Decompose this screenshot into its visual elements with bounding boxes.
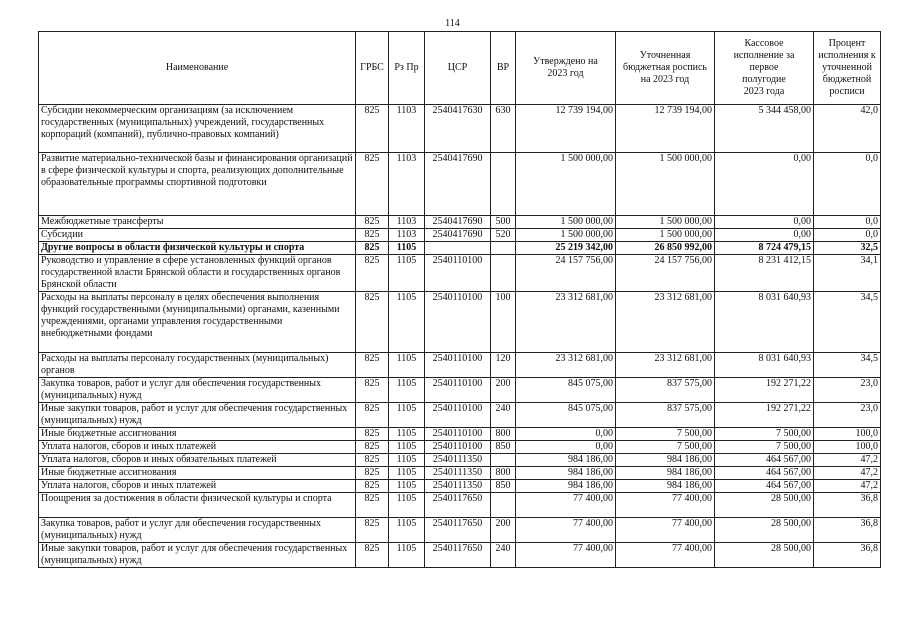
- cell-name: Субсидии: [39, 229, 356, 242]
- cell-approved: 845 075,00: [516, 378, 616, 403]
- cell-percent: 47,2: [814, 467, 881, 480]
- cell-grbs: 825: [356, 216, 389, 229]
- cell-name: Расходы на выплаты персоналу государственных (муниципальных) органов: [39, 353, 356, 378]
- cell-csr: 2540111350: [425, 467, 491, 480]
- table-row: [39, 454, 881, 467]
- header-row: [39, 32, 881, 105]
- table-row: [39, 378, 881, 403]
- table-row: [39, 467, 881, 480]
- cell-csr: 2540110100: [425, 255, 491, 292]
- cell-rzpr: 1105: [389, 242, 425, 255]
- cell-cash: 464 567,00: [715, 480, 814, 493]
- cell-grbs: 825: [356, 229, 389, 242]
- cell-name: Межбюджетные трансферты: [39, 216, 356, 229]
- cell-name: Другие вопросы в области физической культуры и спорта: [39, 242, 356, 255]
- cell-refined: 77 400,00: [616, 543, 715, 568]
- header-name: Наименование: [39, 32, 356, 105]
- cell-grbs: 825: [356, 493, 389, 518]
- cell-grbs: 825: [356, 292, 389, 353]
- cell-refined: 77 400,00: [616, 493, 715, 518]
- cell-rzpr: 1103: [389, 216, 425, 229]
- cell-vr: 630: [491, 105, 516, 153]
- cell-csr: 2540417630: [425, 105, 491, 153]
- cell-vr: 200: [491, 378, 516, 403]
- header-rzpr: Рз Пр: [389, 32, 425, 105]
- cell-rzpr: 1103: [389, 105, 425, 153]
- cell-refined: 7 500,00: [616, 428, 715, 441]
- cell-cash: 28 500,00: [715, 493, 814, 518]
- cell-vr: [491, 242, 516, 255]
- cell-rzpr: 1105: [389, 518, 425, 543]
- cell-approved: 984 186,00: [516, 467, 616, 480]
- cell-cash: 192 271,22: [715, 378, 814, 403]
- cell-grbs: 825: [356, 543, 389, 568]
- cell-refined: 984 186,00: [616, 480, 715, 493]
- cell-vr: [491, 454, 516, 467]
- cell-percent: 42,0: [814, 105, 881, 153]
- table-row: [39, 153, 881, 216]
- cell-name: Уплата налогов, сборов и иных платежей: [39, 480, 356, 493]
- cell-approved: 24 157 756,00: [516, 255, 616, 292]
- cell-approved: 845 075,00: [516, 403, 616, 428]
- cell-csr: 2540417690: [425, 216, 491, 229]
- cell-percent: 36,8: [814, 518, 881, 543]
- cell-refined: 1 500 000,00: [616, 153, 715, 216]
- table-row: [39, 428, 881, 441]
- cell-vr: 850: [491, 441, 516, 454]
- cell-approved: 984 186,00: [516, 454, 616, 467]
- cell-csr: 2540111350: [425, 480, 491, 493]
- table-row: [39, 242, 881, 255]
- table-row: [39, 493, 881, 518]
- cell-name: Иные закупки товаров, работ и услуг для обеспечения государственных (муниципальных) нужд: [39, 403, 356, 428]
- cell-name: Руководство и управление в сфере установленных функций органов государственной власти Брянской области и государственных органов Брянской области: [39, 255, 356, 292]
- cell-name: Иные закупки товаров, работ и услуг для обеспечения государственных (муниципальных) нужд: [39, 543, 356, 568]
- cell-approved: 1 500 000,00: [516, 216, 616, 229]
- cell-approved: 1 500 000,00: [516, 153, 616, 216]
- cell-csr: 2540117650: [425, 543, 491, 568]
- cell-grbs: 825: [356, 467, 389, 480]
- header-csr: ЦСР: [425, 32, 491, 105]
- cell-name: Развитие материально-технической базы и финансирования организаций в сфере физической культуры и спорта, реализующих дополнительные образовательные программы спортивной подготовки: [39, 153, 356, 216]
- table-row: [39, 353, 881, 378]
- cell-grbs: 825: [356, 353, 389, 378]
- cell-cash: 5 344 458,00: [715, 105, 814, 153]
- cell-cash: 7 500,00: [715, 441, 814, 454]
- cell-cash: 28 500,00: [715, 518, 814, 543]
- cell-approved: 25 219 342,00: [516, 242, 616, 255]
- cell-refined: 837 575,00: [616, 403, 715, 428]
- header-approved: Утверждено на 2023 год: [516, 32, 616, 105]
- cell-vr: 520: [491, 229, 516, 242]
- cell-refined: 77 400,00: [616, 518, 715, 543]
- cell-percent: 100,0: [814, 428, 881, 441]
- table-row: [39, 543, 881, 568]
- table-row: [39, 216, 881, 229]
- cell-percent: 47,2: [814, 480, 881, 493]
- cell-rzpr: 1103: [389, 229, 425, 242]
- cell-name: Уплата налогов, сборов и иных платежей: [39, 441, 356, 454]
- cell-cash: 28 500,00: [715, 543, 814, 568]
- cell-percent: 0,0: [814, 216, 881, 229]
- cell-vr: 200: [491, 518, 516, 543]
- cell-refined: 984 186,00: [616, 454, 715, 467]
- cell-approved: 77 400,00: [516, 518, 616, 543]
- cell-percent: 0,0: [814, 229, 881, 242]
- cell-csr: 2540110100: [425, 441, 491, 454]
- cell-vr: 500: [491, 216, 516, 229]
- cell-grbs: 825: [356, 242, 389, 255]
- cell-grbs: 825: [356, 403, 389, 428]
- header-percent: Процент исполнения к уточненной бюджетной росписи: [814, 32, 881, 105]
- cell-percent: 34,5: [814, 353, 881, 378]
- cell-name: Иные бюджетные ассигнования: [39, 428, 356, 441]
- header-vr: ВР: [491, 32, 516, 105]
- cell-refined: 984 186,00: [616, 467, 715, 480]
- cell-vr: 800: [491, 428, 516, 441]
- cell-vr: [491, 255, 516, 292]
- cell-cash: 0,00: [715, 216, 814, 229]
- cell-percent: 32,5: [814, 242, 881, 255]
- cell-vr: 850: [491, 480, 516, 493]
- cell-rzpr: 1105: [389, 292, 425, 353]
- cell-rzpr: 1105: [389, 403, 425, 428]
- page-number: 114: [445, 18, 460, 29]
- cell-approved: 77 400,00: [516, 493, 616, 518]
- cell-rzpr: 1105: [389, 467, 425, 480]
- table-row: [39, 255, 881, 292]
- cell-rzpr: 1105: [389, 428, 425, 441]
- cell-rzpr: 1105: [389, 378, 425, 403]
- cell-approved: 1 500 000,00: [516, 229, 616, 242]
- cell-vr: [491, 493, 516, 518]
- cell-rzpr: 1105: [389, 543, 425, 568]
- cell-name: Закупка товаров, работ и услуг для обеспечения государственных (муниципальных) нужд: [39, 378, 356, 403]
- cell-grbs: 825: [356, 255, 389, 292]
- cell-cash: 8 231 412,15: [715, 255, 814, 292]
- cell-percent: 34,5: [814, 292, 881, 353]
- table-row: [39, 229, 881, 242]
- cell-approved: 23 312 681,00: [516, 353, 616, 378]
- table-row: [39, 441, 881, 454]
- cell-grbs: 825: [356, 454, 389, 467]
- cell-grbs: 825: [356, 378, 389, 403]
- cell-grbs: 825: [356, 428, 389, 441]
- cell-cash: 192 271,22: [715, 403, 814, 428]
- cell-csr: 2540110100: [425, 428, 491, 441]
- cell-approved: 0,00: [516, 441, 616, 454]
- cell-percent: 100,0: [814, 441, 881, 454]
- cell-percent: 36,8: [814, 493, 881, 518]
- cell-refined: 837 575,00: [616, 378, 715, 403]
- cell-cash: 8 031 640,93: [715, 353, 814, 378]
- cell-rzpr: 1105: [389, 353, 425, 378]
- cell-approved: 77 400,00: [516, 543, 616, 568]
- cell-approved: 984 186,00: [516, 480, 616, 493]
- cell-name: Поощрения за достижения в области физической культуры и спорта: [39, 493, 356, 518]
- cell-name: Закупка товаров, работ и услуг для обеспечения государственных (муниципальных) нужд: [39, 518, 356, 543]
- cell-refined: 7 500,00: [616, 441, 715, 454]
- cell-percent: 0,0: [814, 153, 881, 216]
- header-cash: Кассовое исполнение за первое полугодие 2023 года: [715, 32, 814, 105]
- header-refined: Уточненная бюджетная роспись на 2023 год: [616, 32, 715, 105]
- cell-rzpr: 1105: [389, 441, 425, 454]
- cell-refined: 23 312 681,00: [616, 353, 715, 378]
- cell-vr: 240: [491, 543, 516, 568]
- cell-refined: 23 312 681,00: [616, 292, 715, 353]
- cell-grbs: 825: [356, 480, 389, 493]
- cell-csr: 2540117650: [425, 493, 491, 518]
- table-row: [39, 480, 881, 493]
- cell-csr: 2540417690: [425, 229, 491, 242]
- cell-grbs: 825: [356, 518, 389, 543]
- cell-csr: 2540110100: [425, 378, 491, 403]
- cell-cash: 0,00: [715, 153, 814, 216]
- cell-approved: 0,00: [516, 428, 616, 441]
- cell-csr: 2540111350: [425, 454, 491, 467]
- cell-vr: 120: [491, 353, 516, 378]
- cell-csr: 2540110100: [425, 403, 491, 428]
- cell-approved: 12 739 194,00: [516, 105, 616, 153]
- cell-csr: 2540417690: [425, 153, 491, 216]
- cell-percent: 47,2: [814, 454, 881, 467]
- cell-name: Субсидии некоммерческим организациям (за исключением государственных (муниципальных) учреждений, государственных корпораций (компаний), публично-правовых компаний): [39, 105, 356, 153]
- cell-percent: 34,1: [814, 255, 881, 292]
- cell-rzpr: 1105: [389, 480, 425, 493]
- cell-grbs: 825: [356, 105, 389, 153]
- cell-vr: 800: [491, 467, 516, 480]
- table-row: [39, 292, 881, 353]
- cell-grbs: 825: [356, 441, 389, 454]
- cell-refined: 24 157 756,00: [616, 255, 715, 292]
- cell-rzpr: 1105: [389, 454, 425, 467]
- table-row: [39, 518, 881, 543]
- table-row: [39, 105, 881, 153]
- cell-approved: 23 312 681,00: [516, 292, 616, 353]
- cell-refined: 1 500 000,00: [616, 229, 715, 242]
- cell-name: Уплата налогов, сборов и иных обязательных платежей: [39, 454, 356, 467]
- cell-csr: 2540110100: [425, 292, 491, 353]
- cell-cash: 0,00: [715, 229, 814, 242]
- cell-refined: 12 739 194,00: [616, 105, 715, 153]
- cell-cash: 8 031 640,93: [715, 292, 814, 353]
- cell-grbs: 825: [356, 153, 389, 216]
- cell-cash: 8 724 479,15: [715, 242, 814, 255]
- cell-cash: 7 500,00: [715, 428, 814, 441]
- cell-cash: 464 567,00: [715, 467, 814, 480]
- cell-csr: 2540110100: [425, 353, 491, 378]
- cell-percent: 36,8: [814, 543, 881, 568]
- cell-name: Расходы на выплаты персоналу в целях обеспечения выполнения функций государственными (муниципальными) органами, казенными учреждениями, органами управления государственными внебюджетными фондами: [39, 292, 356, 353]
- cell-name: Иные бюджетные ассигнования: [39, 467, 356, 480]
- cell-vr: 240: [491, 403, 516, 428]
- cell-refined: 1 500 000,00: [616, 216, 715, 229]
- cell-cash: 464 567,00: [715, 454, 814, 467]
- table-row: [39, 403, 881, 428]
- header-grbs: ГРБС: [356, 32, 389, 105]
- cell-percent: 23,0: [814, 378, 881, 403]
- cell-rzpr: 1105: [389, 255, 425, 292]
- cell-vr: [491, 153, 516, 216]
- cell-rzpr: 1105: [389, 493, 425, 518]
- cell-csr: 2540117650: [425, 518, 491, 543]
- cell-csr: [425, 242, 491, 255]
- cell-rzpr: 1103: [389, 153, 425, 216]
- cell-vr: 100: [491, 292, 516, 353]
- cell-percent: 23,0: [814, 403, 881, 428]
- cell-refined: 26 850 992,00: [616, 242, 715, 255]
- budget-table: [38, 31, 881, 568]
